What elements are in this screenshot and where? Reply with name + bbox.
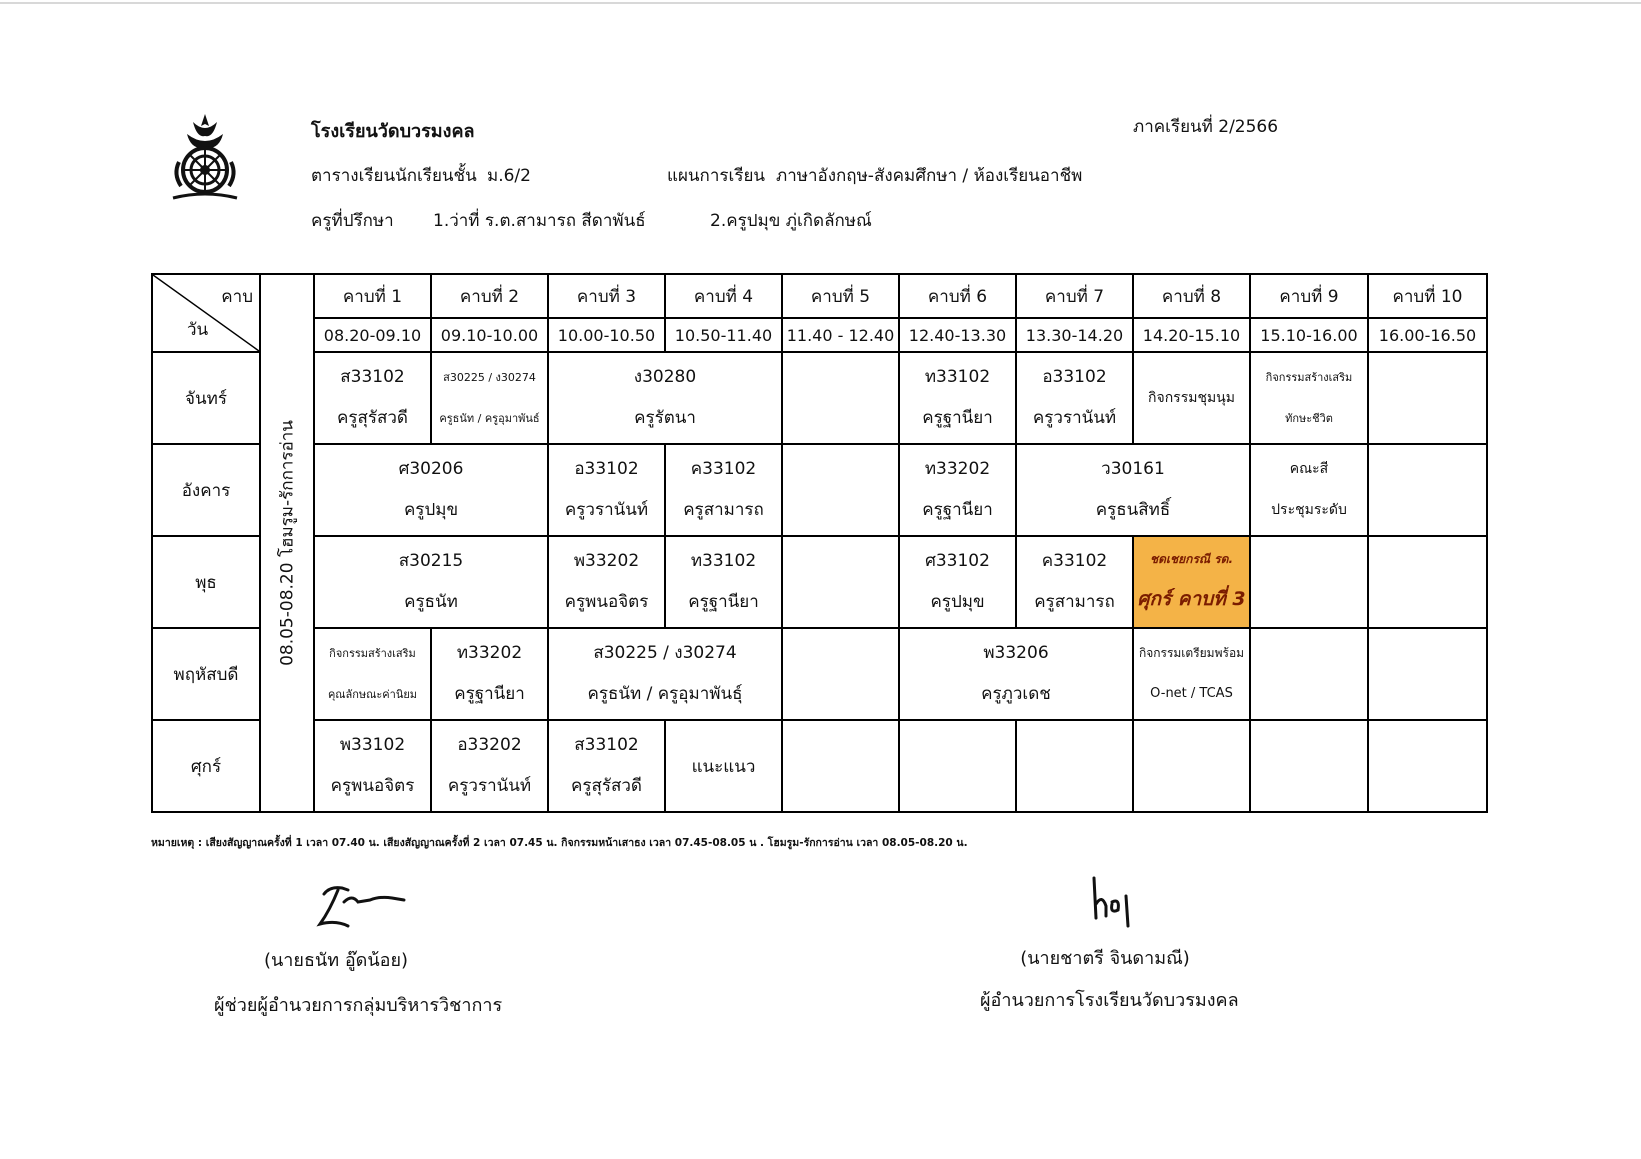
- school-name: โรงเรียนวัดบวรมงคล: [311, 121, 475, 142]
- teacher-name: ครูพนอจิตร: [564, 591, 649, 612]
- plan-value: ภาษาอังกฤษ-สังคมศึกษา / ห้องเรียนอาชีพ: [776, 166, 1083, 186]
- teacher-name: ครูฐานียา: [688, 591, 759, 612]
- class-cell: [431, 628, 548, 720]
- activity-line: ทักษะชีวิต: [1285, 411, 1333, 425]
- day-row-wednesday: [152, 536, 1487, 628]
- class-cell: [665, 536, 782, 628]
- empty-cell: [782, 720, 899, 812]
- makeup-period: ศุกร์ คาบที่ 3: [1137, 588, 1246, 611]
- empty-cell: [1016, 720, 1133, 812]
- day-row-thursday: [152, 628, 1487, 720]
- period-header: คาบที่ 10: [1368, 274, 1487, 318]
- teacher-name: ครูธนัท: [404, 591, 458, 612]
- scan-edge-line: [0, 2, 1641, 4]
- subject-code: ศ33102: [925, 550, 990, 571]
- subject-code: ส33102: [340, 366, 405, 387]
- period-header: คาบที่ 1: [314, 274, 431, 318]
- corner-period-label: คาบ: [221, 287, 253, 307]
- subject-code: อ33102: [1042, 366, 1107, 387]
- class-cell: [431, 720, 548, 812]
- plan-label: แผนการเรียน: [667, 166, 766, 186]
- signature-right-title: ผู้อำนวยการโรงเรียนวัดบวรมงคล: [980, 990, 1239, 1011]
- empty-cell: [782, 444, 899, 536]
- subject-code: พ33102: [339, 734, 406, 755]
- footnote: หมายเหตุ : เสียงสัญญาณครั้งที่ 1 เวลา 07.40 น. เสียงสัญญาณครั้งที่ 2 เวลา 07.45 น. กิจกรรมหน้าเสาธง เวลา 07.45-08.05 น . โฮมรูม-รักการอ่าน เวลา 08.05-08.20 น.: [151, 837, 968, 849]
- day-name: อังคาร: [152, 444, 260, 536]
- class-cell: [899, 536, 1016, 628]
- day-name: พุธ: [152, 536, 260, 628]
- class-cell: [899, 352, 1016, 444]
- teacher-name: ครูสุรัสวดี: [337, 407, 408, 428]
- day-name: จันทร์: [152, 352, 260, 444]
- time-cell: 11.40 - 12.40: [782, 318, 899, 352]
- teacher-name: ครูธนสิทธิ์: [1095, 499, 1171, 520]
- teacher-name: ครูวรานันท์: [447, 775, 532, 796]
- subject-code: ท33102: [690, 550, 757, 571]
- empty-cell: [1250, 628, 1368, 720]
- teacher-name: ครูฐานียา: [922, 499, 993, 520]
- activity-line: คณะสี: [1289, 460, 1329, 477]
- empty-cell: [1250, 720, 1368, 812]
- empty-cell: [1368, 628, 1487, 720]
- day-row-monday: [152, 352, 1487, 444]
- subject-code: อ33202: [457, 734, 522, 755]
- advisor-1: 1.ว่าที่ ร.ต.สามารถ สีดาพันธ์: [433, 211, 646, 231]
- activity-cell: [314, 628, 431, 720]
- time-cell: 12.40-13.30: [899, 318, 1016, 352]
- time-cell: 13.30-14.20: [1016, 318, 1133, 352]
- empty-cell: [899, 720, 1016, 812]
- time-cell: 08.20-09.10: [314, 318, 431, 352]
- teacher-name: ครูสามารถ: [1034, 591, 1115, 612]
- subject-code: ค33102: [1041, 550, 1108, 571]
- class-cell: [314, 720, 431, 812]
- subject-code: ศ30206: [398, 458, 464, 479]
- teacher-name: ครูสามารถ: [683, 499, 764, 520]
- time-cell: 15.10-16.00: [1250, 318, 1368, 352]
- advisor-2: 2.ครูปมุข ภู่เกิดลักษณ์: [710, 211, 872, 231]
- class-label: ตารางเรียนนักเรียนชั้น: [311, 166, 477, 186]
- empty-cell: [1250, 536, 1368, 628]
- subject-code: ส30225 / ง30274: [593, 642, 737, 663]
- activity-cell: [1133, 628, 1250, 720]
- time-cell: 10.50-11.40: [665, 318, 782, 352]
- teacher-name: ครูพนอจิตร: [330, 775, 415, 796]
- time-cell: 14.20-15.10: [1133, 318, 1250, 352]
- teacher-name: ครูปมุข: [403, 499, 459, 520]
- class-cell: [548, 444, 665, 536]
- day-name: พฤหัสบดี: [152, 628, 260, 720]
- subject-code: ส30225 / ง30274: [443, 370, 536, 384]
- period-header: คาบที่ 4: [665, 274, 782, 318]
- corner-cell: [152, 274, 260, 352]
- teacher-name: ครูวรานันท์: [1032, 407, 1117, 428]
- day-name: ศุกร์: [152, 720, 260, 812]
- subject-code: ส33102: [574, 734, 639, 755]
- teacher-name: ครูวรานันท์: [564, 499, 649, 520]
- subject-code: ท33102: [924, 366, 991, 387]
- subject-code: ค33102: [690, 458, 757, 479]
- teacher-name: ครูฐานียา: [922, 407, 993, 428]
- advisor-label: ครูที่ปรึกษา: [311, 211, 394, 231]
- activity-cell: กิจกรรมชุมนุม: [1133, 352, 1250, 444]
- class-cell: [1016, 536, 1133, 628]
- empty-cell: [782, 352, 899, 444]
- empty-cell: [782, 628, 899, 720]
- signature-right-name: (นายชาตรี จินดามณี): [1020, 948, 1190, 969]
- teacher-name: ครูภูวเดช: [981, 683, 1051, 704]
- subject-code: พ33206: [983, 642, 1049, 663]
- class-cell: [314, 536, 548, 628]
- class-value: ม.6/2: [487, 166, 531, 186]
- subject-code: ท33202: [456, 642, 523, 663]
- period-header: คาบที่ 6: [899, 274, 1016, 318]
- teacher-name: ครูธนัท / ครูอุมาพันธุ์: [587, 683, 743, 704]
- class-cell: [314, 352, 431, 444]
- empty-cell: [1368, 444, 1487, 536]
- period-header: คาบที่ 8: [1133, 274, 1250, 318]
- teacher-name: ครูฐานียา: [454, 683, 525, 704]
- teacher-name: ครูสุรัสวดี: [571, 775, 642, 796]
- subject-code: ท33202: [924, 458, 991, 479]
- corner-day-label: วัน: [187, 320, 209, 340]
- class-cell: [431, 352, 548, 444]
- subject-code: ส30215: [398, 550, 464, 571]
- empty-cell: [1368, 720, 1487, 812]
- class-cell: [314, 444, 548, 536]
- empty-cell: [1133, 720, 1250, 812]
- class-cell: [548, 720, 665, 812]
- period-row: [152, 274, 1487, 318]
- activity-cell: แนะแนว: [665, 720, 782, 812]
- signature-right-icon: [1084, 872, 1144, 932]
- class-cell: [899, 444, 1016, 536]
- time-cell: 09.10-10.00: [431, 318, 548, 352]
- activity-line: คุณลักษณะค่านิยม: [327, 687, 418, 701]
- homeroom-column: [260, 274, 314, 812]
- empty-cell: [782, 536, 899, 628]
- activity-line: ประชุมระดับ: [1271, 501, 1347, 518]
- timetable: [151, 273, 1488, 813]
- makeup-class-cell: [1133, 536, 1250, 628]
- activity-line: O-net / TCAS: [1150, 686, 1233, 702]
- period-header: คาบที่ 5: [782, 274, 899, 318]
- activity-line: กิจกรรมเตรียมพร้อม: [1138, 645, 1245, 660]
- subject-code: ว30161: [1101, 458, 1165, 479]
- time-cell: 10.00-10.50: [548, 318, 665, 352]
- activity-cell: [1250, 352, 1368, 444]
- period-header: คาบที่ 7: [1016, 274, 1133, 318]
- empty-cell: [1368, 352, 1487, 444]
- day-row-tuesday: [152, 444, 1487, 536]
- subject-code: อ33102: [574, 458, 639, 479]
- class-cell: [1016, 352, 1133, 444]
- makeup-note: ชดเชยกรณี รด.: [1149, 551, 1234, 566]
- period-header: คาบที่ 9: [1250, 274, 1368, 318]
- teacher-name: ครูรัตนา: [634, 407, 696, 428]
- semester-label: ภาคเรียนที่ 2/2566: [1133, 117, 1279, 137]
- class-cell: [548, 352, 782, 444]
- signature-left-name: (นายธนัท อู๊ดน้อย): [263, 950, 409, 971]
- class-cell: [1016, 444, 1250, 536]
- period-header: คาบที่ 2: [431, 274, 548, 318]
- day-row-friday: [152, 720, 1487, 812]
- school-emblem-icon: [165, 112, 245, 208]
- teacher-name: ครูธนัท / ครูอุมาพันธ์: [439, 411, 540, 425]
- homeroom-label: 08.05-08.20 โฮมรูม-รักการอ่าน: [277, 420, 298, 666]
- subject-code: พ33202: [573, 550, 640, 571]
- teacher-name: ครูปมุข: [930, 591, 985, 612]
- signature-left-title: ผู้ช่วยผู้อำนวยการกลุ่มบริหารวิชาการ: [214, 995, 503, 1016]
- class-cell: [665, 444, 782, 536]
- class-cell: [899, 628, 1133, 720]
- signature-left-icon: [308, 880, 408, 936]
- subject-code: ง30280: [633, 366, 697, 387]
- class-cell: [548, 628, 782, 720]
- activity-line: กิจกรรมสร้างเสริม: [329, 646, 416, 660]
- activity-cell: [1250, 444, 1368, 536]
- class-cell: [548, 536, 665, 628]
- time-row: [152, 318, 1487, 352]
- activity-line: กิจกรรมสร้างเสริม: [1265, 370, 1353, 384]
- period-header: คาบที่ 3: [548, 274, 665, 318]
- empty-cell: [1368, 536, 1487, 628]
- time-cell: 16.00-16.50: [1368, 318, 1487, 352]
